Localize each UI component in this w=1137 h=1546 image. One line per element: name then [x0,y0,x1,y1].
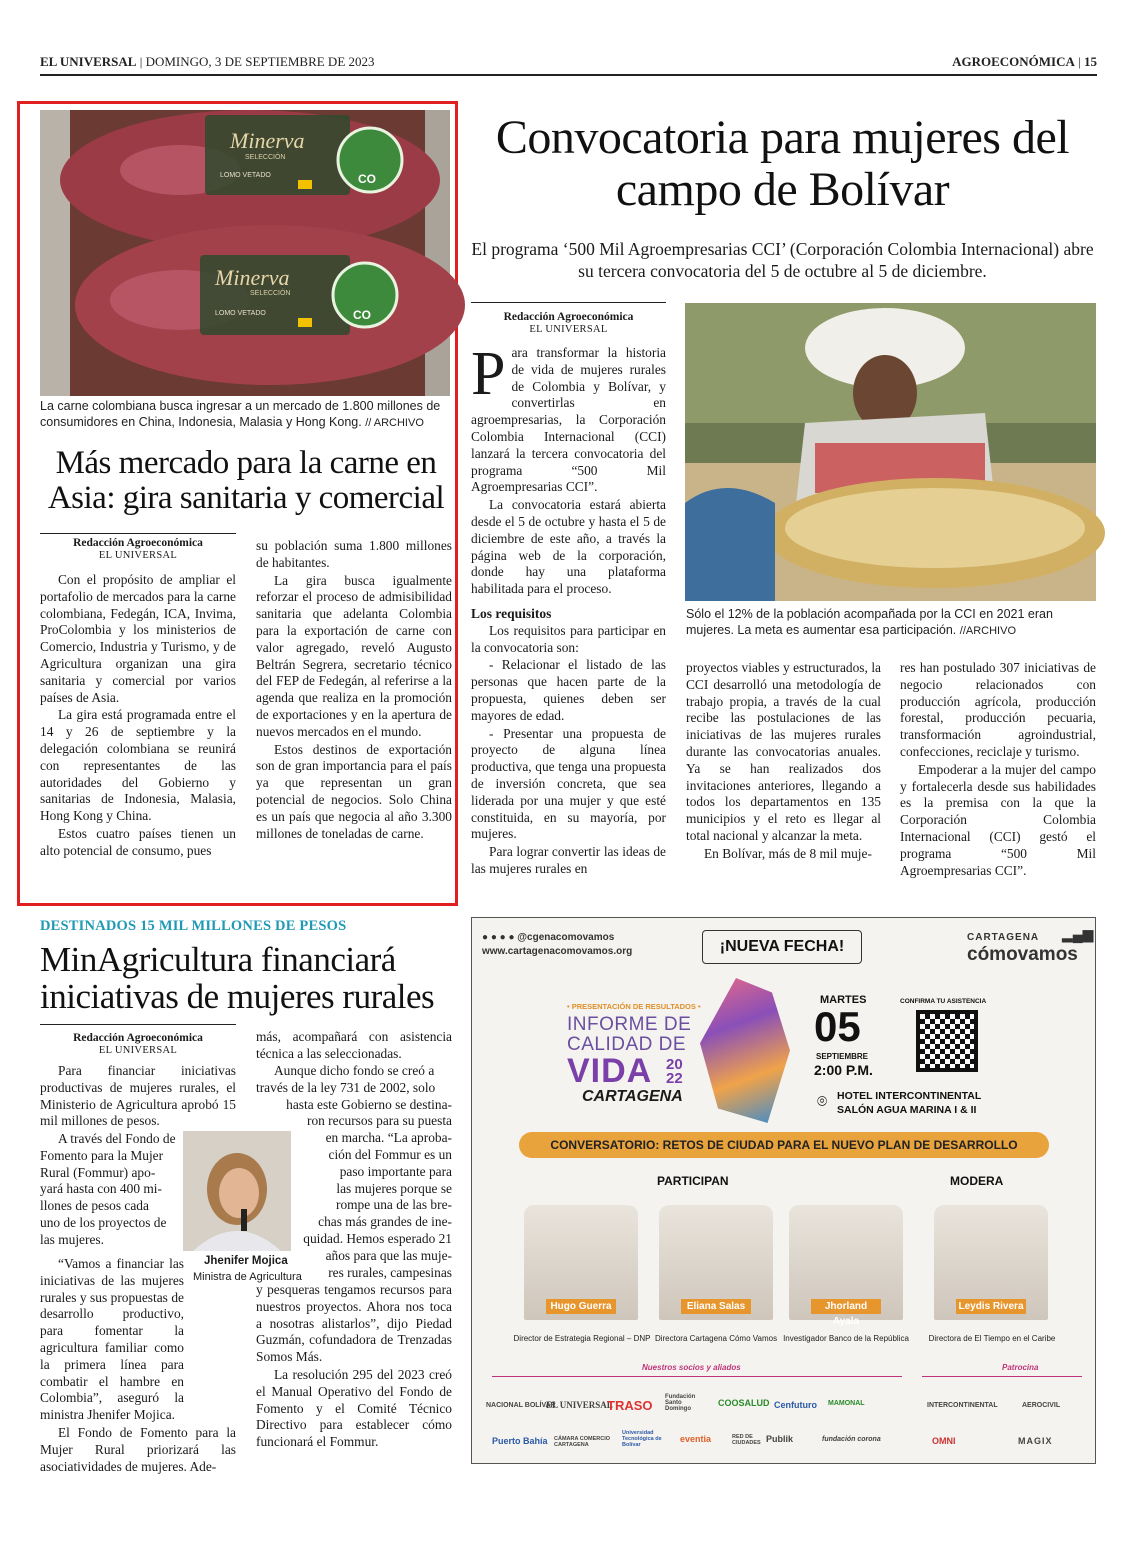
ad-informe-city: CARTAGENA [582,1088,683,1105]
package-seal-2: CO [353,308,371,322]
paragraph: En Bolívar, más de 8 mil muje- [704,845,872,861]
paragraph: Con el propósito de ampliar el portafolio de mercados para la carne colombiana, Fedegán, ICA, Invima, ProColombia y los ministerios de Comercio, Industria y Turismo, y de Agricultura organizan una gira sanitaria y comercial por varios países de Asia. [40,572,236,705]
paragraph: Estos destinos de exportación son de gran importancia para el país ya que representan un gran potencial de negocios. Solo China es un país que negocia al año 3.300 millones de toneladas de carne. [256,741,452,841]
partner-logo: MAMONAL [828,1400,865,1407]
qr-code-icon[interactable] [916,1010,978,1072]
partner-logo: Universidad Tecnológica de Bolívar [622,1430,662,1448]
paragraph: “Vamos a financiar las iniciativas de las mujeres rurales y sus propuestas de desarrollo productivo, para fomentar la agricultura familiar como la primera línea para combatir el hambre en Colombia”, aseguró la ministra Jhenifer Mojica. [40,1256,184,1423]
wrap-line: hasta este Gobierno se destina- [286,1096,452,1112]
wrap-line: res rurales, campesinas [328,1264,452,1280]
partner-logo: Cenfuturo [774,1400,817,1410]
partner-logo: Publik [766,1434,794,1444]
paragraph: Los requisitos para participar en la convocatoria son: [471,622,666,655]
ad-patrocina-rule [922,1376,1082,1377]
partner-logo: RED DE CIUDADES [732,1434,761,1446]
ad-informe-line-3: VIDA [567,1052,653,1090]
section-name: AGROECONÓMICA [952,54,1075,69]
ad-conversatorio: CONVERSATORIO: RETOS DE CIUDAD PARA EL NUEVO PLAN DE DESARROLLO [519,1132,1049,1158]
ad-informe-line-1: INFORME DE [567,1014,692,1035]
speaker-photo-4 [934,1205,1048,1320]
paragraph: más, acompañará con asistencia técnica a las seleccionadas. [256,1029,452,1061]
ad-venue-line-1: HOTEL INTERCONTINENTAL [837,1090,982,1102]
women-col-3 [900,660,1096,880]
wrap-line: uno de los proyectos de [40,1214,167,1230]
package-brand-2: Minerva [215,265,290,290]
meat-caption-source: // ARCHIVO [365,417,424,429]
paragraph: La gira busca igualmente reforzar el proceso de admisibilidad sanitaria que adelanta Colombia para la exportación de carne con valor agregado, reveló Augusto Beltrán Segrera, secretario técnico del FEP de Fedegán, al referirse a la agenda que realiza en la promoción de exportaciones y en la apertura de nuevos mercados en el mundo. [256,572,452,739]
location-pin-icon: ⌾ [817,1092,828,1111]
partner-logo: fundación corona [822,1436,881,1443]
meat-col-2 [256,538,452,843]
minagri-headline: MinAgricultura financiará iniciativas de mujeres rurales [40,940,435,1016]
wrap-line: paso importante para [339,1163,452,1179]
ad-brand-top: CARTAGENA [967,932,1040,943]
paragraph: Para lograr convertir las ideas de las mujeres rurales en [471,844,666,876]
wrap-line: ción del Fommur es un [328,1146,452,1162]
speaker-role: Directora de El Tiempo en el Caribe [928,1334,1056,1343]
ad-informe-year: 2022 [666,1056,683,1087]
paragraph: ara transformar la historia de vida de mujeres rurales de Colombia y Bolívar, y convertirlas en agroempresarias, la Corporación Colombia Internacional (CCI) lanzará la tercera convocatoria del programa “500 Mil Agroempresarias CCI”. [471,345,666,495]
minagri-col-1 [40,1063,236,1131]
meat-caption [40,398,452,431]
partner-logo: COOSALUD [718,1398,770,1408]
paragraph: La convocatoria estará abierta desde el 5 de octubre y hasta el 5 de diciembre de este año, a través la página web de la corporación, donde hay una plataforma habilitada para el proceso. [471,497,666,597]
page-number: 15 [1084,54,1097,69]
minagri-kicker: DESTINADOS 15 MIL MILLONES DE PESOS [40,918,347,934]
subhead-requisitos: Los requisitos [471,605,552,621]
wrap-line: Rural (Fommur) apo- [40,1164,156,1180]
wrap-line: rompe una de las bre- [335,1197,452,1213]
package-sub-1: SELECCIÓN [245,154,286,161]
wrap-line: Fomento para la Mujer [40,1147,164,1163]
wrap-line: las mujeres porque se [336,1180,452,1196]
ad-social-handle: @cgenacomovamos [517,932,615,943]
minister-name: Jhenifer Mojica [204,1255,288,1267]
speaker-name: Eliana Salas [681,1299,751,1314]
paragraph: - Presentar una propuesta de proyecto de alguna línea productiva, que tenga una propuesta de inversión concreta, que sea liderada por una mujer y que esté constituida, en su mayoría, por mujeres. [471,725,666,842]
speaker-role: Director de Estrategia Regional – DNP [513,1334,651,1343]
package-sub-2: SELECCIÓN [250,290,291,297]
women-byline-paper: EL UNIVERSAL [529,324,608,336]
ad-socios-label: Nuestros socios y aliados [642,1363,741,1372]
ad-weekday: MARTES [820,994,867,1006]
minister-role: Ministra de Agricultura [193,1271,302,1283]
paragraph: Empoderar a la mujer del campo y fortalecerla desde sus habilidades es la premisa con la que la Corporación Colombia Internacional (CCI) gestó el programa “500 Mil Agroempresarias CCI”. [900,761,1096,878]
paper-name: EL UNIVERSAL [40,54,137,69]
drop-cap: P [471,340,506,408]
partner-logo: CÁMARA COMERCIO CARTAGENA [554,1436,611,1448]
ad-patrocina-label: Patrocina [1002,1363,1039,1372]
meat-byline [40,537,236,562]
paragraph: La gira está programada entre el 14 y 26 de septiembre y la delegación colombiana se reunirá con representantes de las autoridades del Gobierno y sanitarias de Indonesia, Malasia, Hong Kong y China. [40,707,236,824]
wrap-line: años para que las muje- [325,1247,452,1263]
minagri-byline-paper: EL UNIVERSAL [98,1045,178,1057]
paragraph: - Relacionar el listado de las personas que hacen parte de la propuesta, quienes deben ser mayores de edad. [471,657,666,723]
ad-collage [700,978,790,1123]
partner-logo: AEROCIVIL [1022,1402,1061,1409]
partner-logo: NACIONAL BOLÍVAR [486,1402,556,1409]
ad-day: 05 [814,1003,861,1050]
minagri-col-1-rest [40,1256,236,1476]
wrap-line: A través del Fondo de [58,1131,176,1146]
women-headline: Convocatoria para mujeres del campo de Bolívar [495,111,1070,216]
paragraph: su población suma 1.800 millones de habitantes. [256,538,452,570]
ad-brand-main: cómovamos [967,944,1078,965]
page-header-left: EL UNIVERSAL | DOMINGO, 3 DE SEPTIEMBRE DE 2023 [40,54,375,69]
minagri-byline [40,1032,236,1057]
meat-byline-name: Redacción Agroeconómica [73,537,203,549]
partner-logo: INTERCONTINENTAL [927,1402,998,1409]
paragraph: El Fondo de Fomento para la Mujer Rural priorizará las asociatividades de mujeres. Ade- [40,1424,236,1474]
partner-logo: EL UNIVERSAL [546,1400,613,1410]
women-caption-text: Sólo el 12% de la población acompañada por la CCI en 2021 eran mujeres. La meta es aumentar esa participación. [686,607,1053,637]
meat-headline: Más mercado para la carne en Asia: gira sanitaria y comercial [47,445,445,516]
minagri-byline-name: Redacción Agroeconómica [73,1032,203,1044]
women-col-1 [471,340,666,879]
women-byline [471,311,666,336]
speaker-photo-1 [524,1205,638,1320]
speaker-name: Leydis Rivera [956,1299,1026,1314]
ad-informe-line-2: CALIDAD DE [567,1034,687,1055]
wrap-line: Aunque dicho fondo se creó a [274,1063,435,1078]
wrap-line: yará hasta con 400 mi- [40,1181,162,1197]
ad-socios-rule [492,1376,902,1377]
partner-logo: OMNI [932,1436,956,1446]
partner-logo: Fundación Santo Domingo [665,1394,696,1412]
speaker-photo-3 [789,1205,903,1327]
minagri-col-2-wrap [256,1063,452,1281]
women-byline-name: Redacción Agroeconómica [503,311,634,323]
paragraph: La resolución 295 del 2023 creó el Manual Operativo del Fondo de Fomento y el Comité Técnico Directivo para establecer cómo funcionará el Fommur. [256,1366,452,1450]
ad-social[interactable]: ● ● ● ● @cgenacomovamos [482,932,615,943]
partner-logo: MAGIX [1018,1436,1053,1446]
speaker-photo-2 [659,1205,773,1320]
women-photo-art [685,303,1096,601]
minagri-col-2-rest [256,1282,452,1452]
ad-time: 2:00 P.M. [814,1062,873,1078]
speaker-name: Hugo Guerra [546,1299,616,1314]
wrap-line: las mujeres. [40,1231,104,1247]
paragraph: res han postulado 307 iniciativas de negocio relacionados con producción agrícola, producción forestal, producción pecuaria, transformación agroindustrial, confecciones, reciclaje y turismo. [900,660,1096,759]
partner-logo: Puerto Bahía [492,1436,548,1446]
meat-caption-text: La carne colombiana busca ingresar a un mercado de 1.800 millones de consumidores en China, Indonesia, Malasia y Hong Kong. [40,399,441,429]
women-deck: El programa ‘500 Mil Agroempresarias CCI’ (Corporación Colombia Internacional) abre su tercera convocatoria del 5 de octubre al 5 de diciembre. [471,239,1094,281]
ad-brand-bars-icon: ▂▄▆ [1062,926,1094,942]
ad-month: SEPTIEMBRE [816,1052,869,1061]
women-caption [686,606,1096,639]
partner-logo: TRASO [607,1398,653,1413]
package-cut-2: LOMO VETADO [215,310,266,317]
meat-photo [40,110,450,396]
ad-website[interactable]: www.cartagenacomovamos.org [482,946,633,957]
issue-date: DOMINGO, 3 DE SEPTIEMBRE DE 2023 [145,54,375,69]
paragraph: Para financiar iniciativas productivas de mujeres rurales, el Ministerio de Agricultura aprobó 15 mil millones de pesos. [40,1063,236,1129]
paragraph: y pesqueras tengamos recursos para nuestros proyectos. Ahora nos toca a nosotras alistarlos”, dijo Piedad Guzmán, cofundadora de Trenzadas Somos Más. [256,1282,452,1365]
ad-participan: PARTICIPAN [657,1174,729,1188]
page-header-right: AGROECONÓMICA | 15 [952,54,1097,69]
package-cut-1: LOMO VETADO [220,172,271,179]
ad-presentacion: • PRESENTACIÓN DE RESULTADOS • [567,1002,701,1011]
package-brand-1: Minerva [230,128,305,153]
minagri-col-1-wrap [40,1131,182,1249]
speaker-name: Jhorland Ayala [811,1299,881,1314]
header-rule [40,74,1097,76]
women-col-2 [686,660,881,864]
ad-nueva-fecha: ¡NUEVA FECHA! [702,930,862,964]
women-byline-rule [471,302,666,303]
wrap-line: través de la ley 731 de 2002, solo [256,1079,436,1095]
minagri-col-2 [256,1029,452,1064]
speaker-role: Directora Cartagena Cómo Vamos [654,1334,778,1343]
ad-venue-line-2: SALÓN AGUA MARINA I & II [837,1104,977,1116]
women-photo [685,303,1096,601]
speaker-role: Investigador Banco de la República [783,1334,909,1343]
minagri-byline-rule [40,1024,236,1025]
wrap-line: quidad. Hemos esperado 21 [303,1230,452,1246]
meat-byline-paper: EL UNIVERSAL [98,550,178,562]
meat-byline-rule [40,533,236,534]
women-caption-source: //ARCHIVO [959,625,1016,637]
ad-modera: MODERA [950,1174,1004,1188]
paragraph: proyectos viables y estructurados, la CCI desarrolló una metodología de trabajo propia, a través de la cual recibe las postulaciones de las iniciativas de las mujeres rurales durante las convocatorias anuales. Ya se han realizados dos invitaciones anteriores, llegando a todos los departamentos en 135 municipios y el reto es llegar al total nacional y alcanzar la meta. [686,660,881,843]
ad-confirma: CONFIRMA TU ASISTENCIA [900,998,987,1005]
partner-logo: eventia [680,1434,712,1444]
paragraph: Estos cuatro países tienen un alto potencial de consumo, pues [40,825,236,858]
wrap-line: chas más grandes de ine- [318,1214,452,1230]
wrap-line: llones de pesos cada [40,1198,149,1214]
meat-col-1 [40,572,236,861]
wrap-line: ron recursos para su puesta [306,1113,452,1129]
event-ad[interactable] [471,917,1096,1464]
wrap-line: en marcha. “La aproba- [325,1130,452,1146]
package-seal-1: CO [358,172,376,186]
